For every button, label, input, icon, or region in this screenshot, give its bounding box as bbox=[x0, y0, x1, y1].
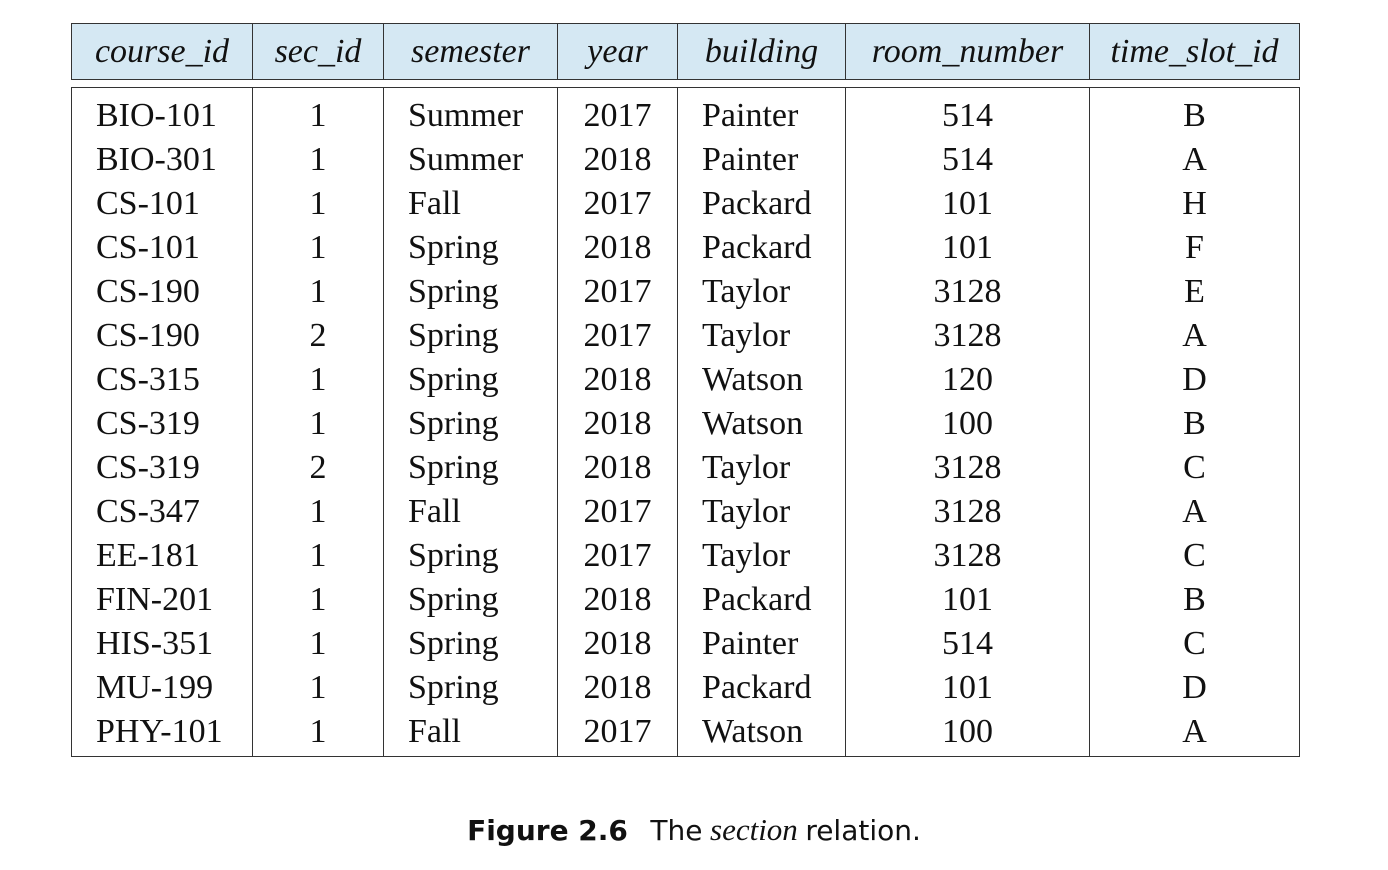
cell-semester: Fall bbox=[384, 182, 558, 226]
column-header-sec-id: sec_id bbox=[253, 24, 384, 80]
cell-time-slot-id: D bbox=[1090, 358, 1300, 402]
cell-time-slot-id: E bbox=[1090, 270, 1300, 314]
cell-room-number: 514 bbox=[846, 138, 1090, 182]
cell-sec-id: 1 bbox=[253, 182, 384, 226]
caption-prefix: The bbox=[650, 814, 703, 847]
cell-year: 2017 bbox=[558, 270, 678, 314]
cell-sec-id: 1 bbox=[253, 666, 384, 710]
cell-year: 2018 bbox=[558, 446, 678, 490]
cell-time-slot-id: C bbox=[1090, 534, 1300, 578]
cell-semester: Spring bbox=[384, 534, 558, 578]
cell-sec-id: 2 bbox=[253, 446, 384, 490]
cell-semester: Fall bbox=[384, 710, 558, 757]
cell-year: 2018 bbox=[558, 666, 678, 710]
cell-sec-id: 1 bbox=[253, 226, 384, 270]
cell-time-slot-id: B bbox=[1090, 578, 1300, 622]
cell-time-slot-id: A bbox=[1090, 710, 1300, 757]
cell-building: Painter bbox=[678, 138, 846, 182]
cell-room-number: 120 bbox=[846, 358, 1090, 402]
cell-year: 2018 bbox=[558, 138, 678, 182]
cell-building: Packard bbox=[678, 578, 846, 622]
cell-year: 2017 bbox=[558, 490, 678, 534]
cell-sec-id: 1 bbox=[253, 578, 384, 622]
cell-room-number: 3128 bbox=[846, 490, 1090, 534]
cell-semester: Spring bbox=[384, 446, 558, 490]
cell-building: Taylor bbox=[678, 534, 846, 578]
cell-sec-id: 1 bbox=[253, 270, 384, 314]
cell-sec-id: 2 bbox=[253, 314, 384, 358]
cell-semester: Spring bbox=[384, 358, 558, 402]
cell-building: Watson bbox=[678, 710, 846, 757]
cell-room-number: 101 bbox=[846, 578, 1090, 622]
table-row bbox=[72, 578, 1300, 622]
table-row bbox=[72, 358, 1300, 402]
cell-room-number: 101 bbox=[846, 182, 1090, 226]
cell-course-id: CS-101 bbox=[72, 226, 253, 270]
caption-relation-name: section bbox=[710, 812, 798, 847]
cell-room-number: 100 bbox=[846, 402, 1090, 446]
cell-time-slot-id: D bbox=[1090, 666, 1300, 710]
table-row bbox=[72, 622, 1300, 666]
caption-suffix: relation. bbox=[805, 814, 921, 847]
cell-time-slot-id: A bbox=[1090, 138, 1300, 182]
cell-building: Taylor bbox=[678, 270, 846, 314]
cell-year: 2018 bbox=[558, 622, 678, 666]
table-row bbox=[72, 534, 1300, 578]
cell-time-slot-id: B bbox=[1090, 402, 1300, 446]
cell-room-number: 101 bbox=[846, 666, 1090, 710]
table-row bbox=[72, 226, 1300, 270]
cell-room-number: 3128 bbox=[846, 446, 1090, 490]
cell-course-id: BIO-301 bbox=[72, 138, 253, 182]
cell-semester: Spring bbox=[384, 314, 558, 358]
cell-sec-id: 1 bbox=[253, 358, 384, 402]
column-header-room-number: room_number bbox=[846, 24, 1090, 80]
cell-room-number: 3128 bbox=[846, 270, 1090, 314]
cell-semester: Spring bbox=[384, 578, 558, 622]
cell-room-number: 100 bbox=[846, 710, 1090, 757]
cell-time-slot-id: C bbox=[1090, 622, 1300, 666]
cell-year: 2018 bbox=[558, 578, 678, 622]
cell-building: Packard bbox=[678, 226, 846, 270]
cell-time-slot-id: B bbox=[1090, 88, 1300, 139]
cell-building: Taylor bbox=[678, 314, 846, 358]
cell-semester: Summer bbox=[384, 88, 558, 139]
cell-course-id: CS-190 bbox=[72, 314, 253, 358]
cell-semester: Spring bbox=[384, 622, 558, 666]
cell-semester: Summer bbox=[384, 138, 558, 182]
cell-course-id: BIO-101 bbox=[72, 88, 253, 139]
cell-semester: Spring bbox=[384, 666, 558, 710]
cell-room-number: 3128 bbox=[846, 314, 1090, 358]
cell-sec-id: 1 bbox=[253, 138, 384, 182]
cell-semester: Spring bbox=[384, 402, 558, 446]
cell-course-id: CS-315 bbox=[72, 358, 253, 402]
figure-caption bbox=[0, 812, 1388, 848]
cell-building: Watson bbox=[678, 358, 846, 402]
table-body bbox=[71, 87, 1300, 757]
cell-course-id: CS-319 bbox=[72, 446, 253, 490]
cell-time-slot-id: A bbox=[1090, 490, 1300, 534]
cell-year: 2017 bbox=[558, 88, 678, 139]
cell-course-id: MU-199 bbox=[72, 666, 253, 710]
cell-semester: Fall bbox=[384, 490, 558, 534]
cell-course-id: FIN-201 bbox=[72, 578, 253, 622]
cell-semester: Spring bbox=[384, 270, 558, 314]
cell-course-id: CS-190 bbox=[72, 270, 253, 314]
cell-building: Taylor bbox=[678, 446, 846, 490]
table-row bbox=[72, 666, 1300, 710]
cell-semester: Spring bbox=[384, 226, 558, 270]
cell-time-slot-id: A bbox=[1090, 314, 1300, 358]
table-row bbox=[72, 490, 1300, 534]
cell-sec-id: 1 bbox=[253, 490, 384, 534]
cell-room-number: 514 bbox=[846, 622, 1090, 666]
cell-year: 2017 bbox=[558, 534, 678, 578]
table-row bbox=[72, 710, 1300, 757]
table-row bbox=[72, 88, 1300, 139]
cell-course-id: CS-101 bbox=[72, 182, 253, 226]
cell-year: 2018 bbox=[558, 402, 678, 446]
header-row bbox=[72, 24, 1300, 80]
cell-course-id: PHY-101 bbox=[72, 710, 253, 757]
cell-building: Painter bbox=[678, 88, 846, 139]
table-row bbox=[72, 314, 1300, 358]
table-row bbox=[72, 138, 1300, 182]
cell-sec-id: 1 bbox=[253, 88, 384, 139]
table-header bbox=[71, 23, 1300, 80]
cell-room-number: 514 bbox=[846, 88, 1090, 139]
cell-building: Watson bbox=[678, 402, 846, 446]
cell-course-id: CS-347 bbox=[72, 490, 253, 534]
cell-time-slot-id: H bbox=[1090, 182, 1300, 226]
caption-label: Figure 2.6 bbox=[467, 814, 628, 847]
cell-room-number: 3128 bbox=[846, 534, 1090, 578]
cell-building: Packard bbox=[678, 182, 846, 226]
column-header-time-slot-id: time_slot_id bbox=[1090, 24, 1300, 80]
cell-sec-id: 1 bbox=[253, 710, 384, 757]
cell-year: 2017 bbox=[558, 182, 678, 226]
cell-room-number: 101 bbox=[846, 226, 1090, 270]
cell-year: 2018 bbox=[558, 358, 678, 402]
cell-sec-id: 1 bbox=[253, 402, 384, 446]
table-row bbox=[72, 270, 1300, 314]
cell-time-slot-id: C bbox=[1090, 446, 1300, 490]
cell-course-id: CS-319 bbox=[72, 402, 253, 446]
cell-time-slot-id: F bbox=[1090, 226, 1300, 270]
table-row bbox=[72, 182, 1300, 226]
cell-year: 2017 bbox=[558, 710, 678, 757]
cell-sec-id: 1 bbox=[253, 534, 384, 578]
column-header-year: year bbox=[558, 24, 678, 80]
cell-year: 2017 bbox=[558, 314, 678, 358]
cell-building: Painter bbox=[678, 622, 846, 666]
column-header-course-id: course_id bbox=[72, 24, 253, 80]
cell-sec-id: 1 bbox=[253, 622, 384, 666]
column-header-building: building bbox=[678, 24, 846, 80]
table-rows bbox=[72, 88, 1300, 757]
table-row bbox=[72, 446, 1300, 490]
table-row bbox=[72, 402, 1300, 446]
cell-building: Packard bbox=[678, 666, 846, 710]
cell-course-id: EE-181 bbox=[72, 534, 253, 578]
cell-course-id: HIS-351 bbox=[72, 622, 253, 666]
column-header-semester: semester bbox=[384, 24, 558, 80]
cell-year: 2018 bbox=[558, 226, 678, 270]
cell-building: Taylor bbox=[678, 490, 846, 534]
